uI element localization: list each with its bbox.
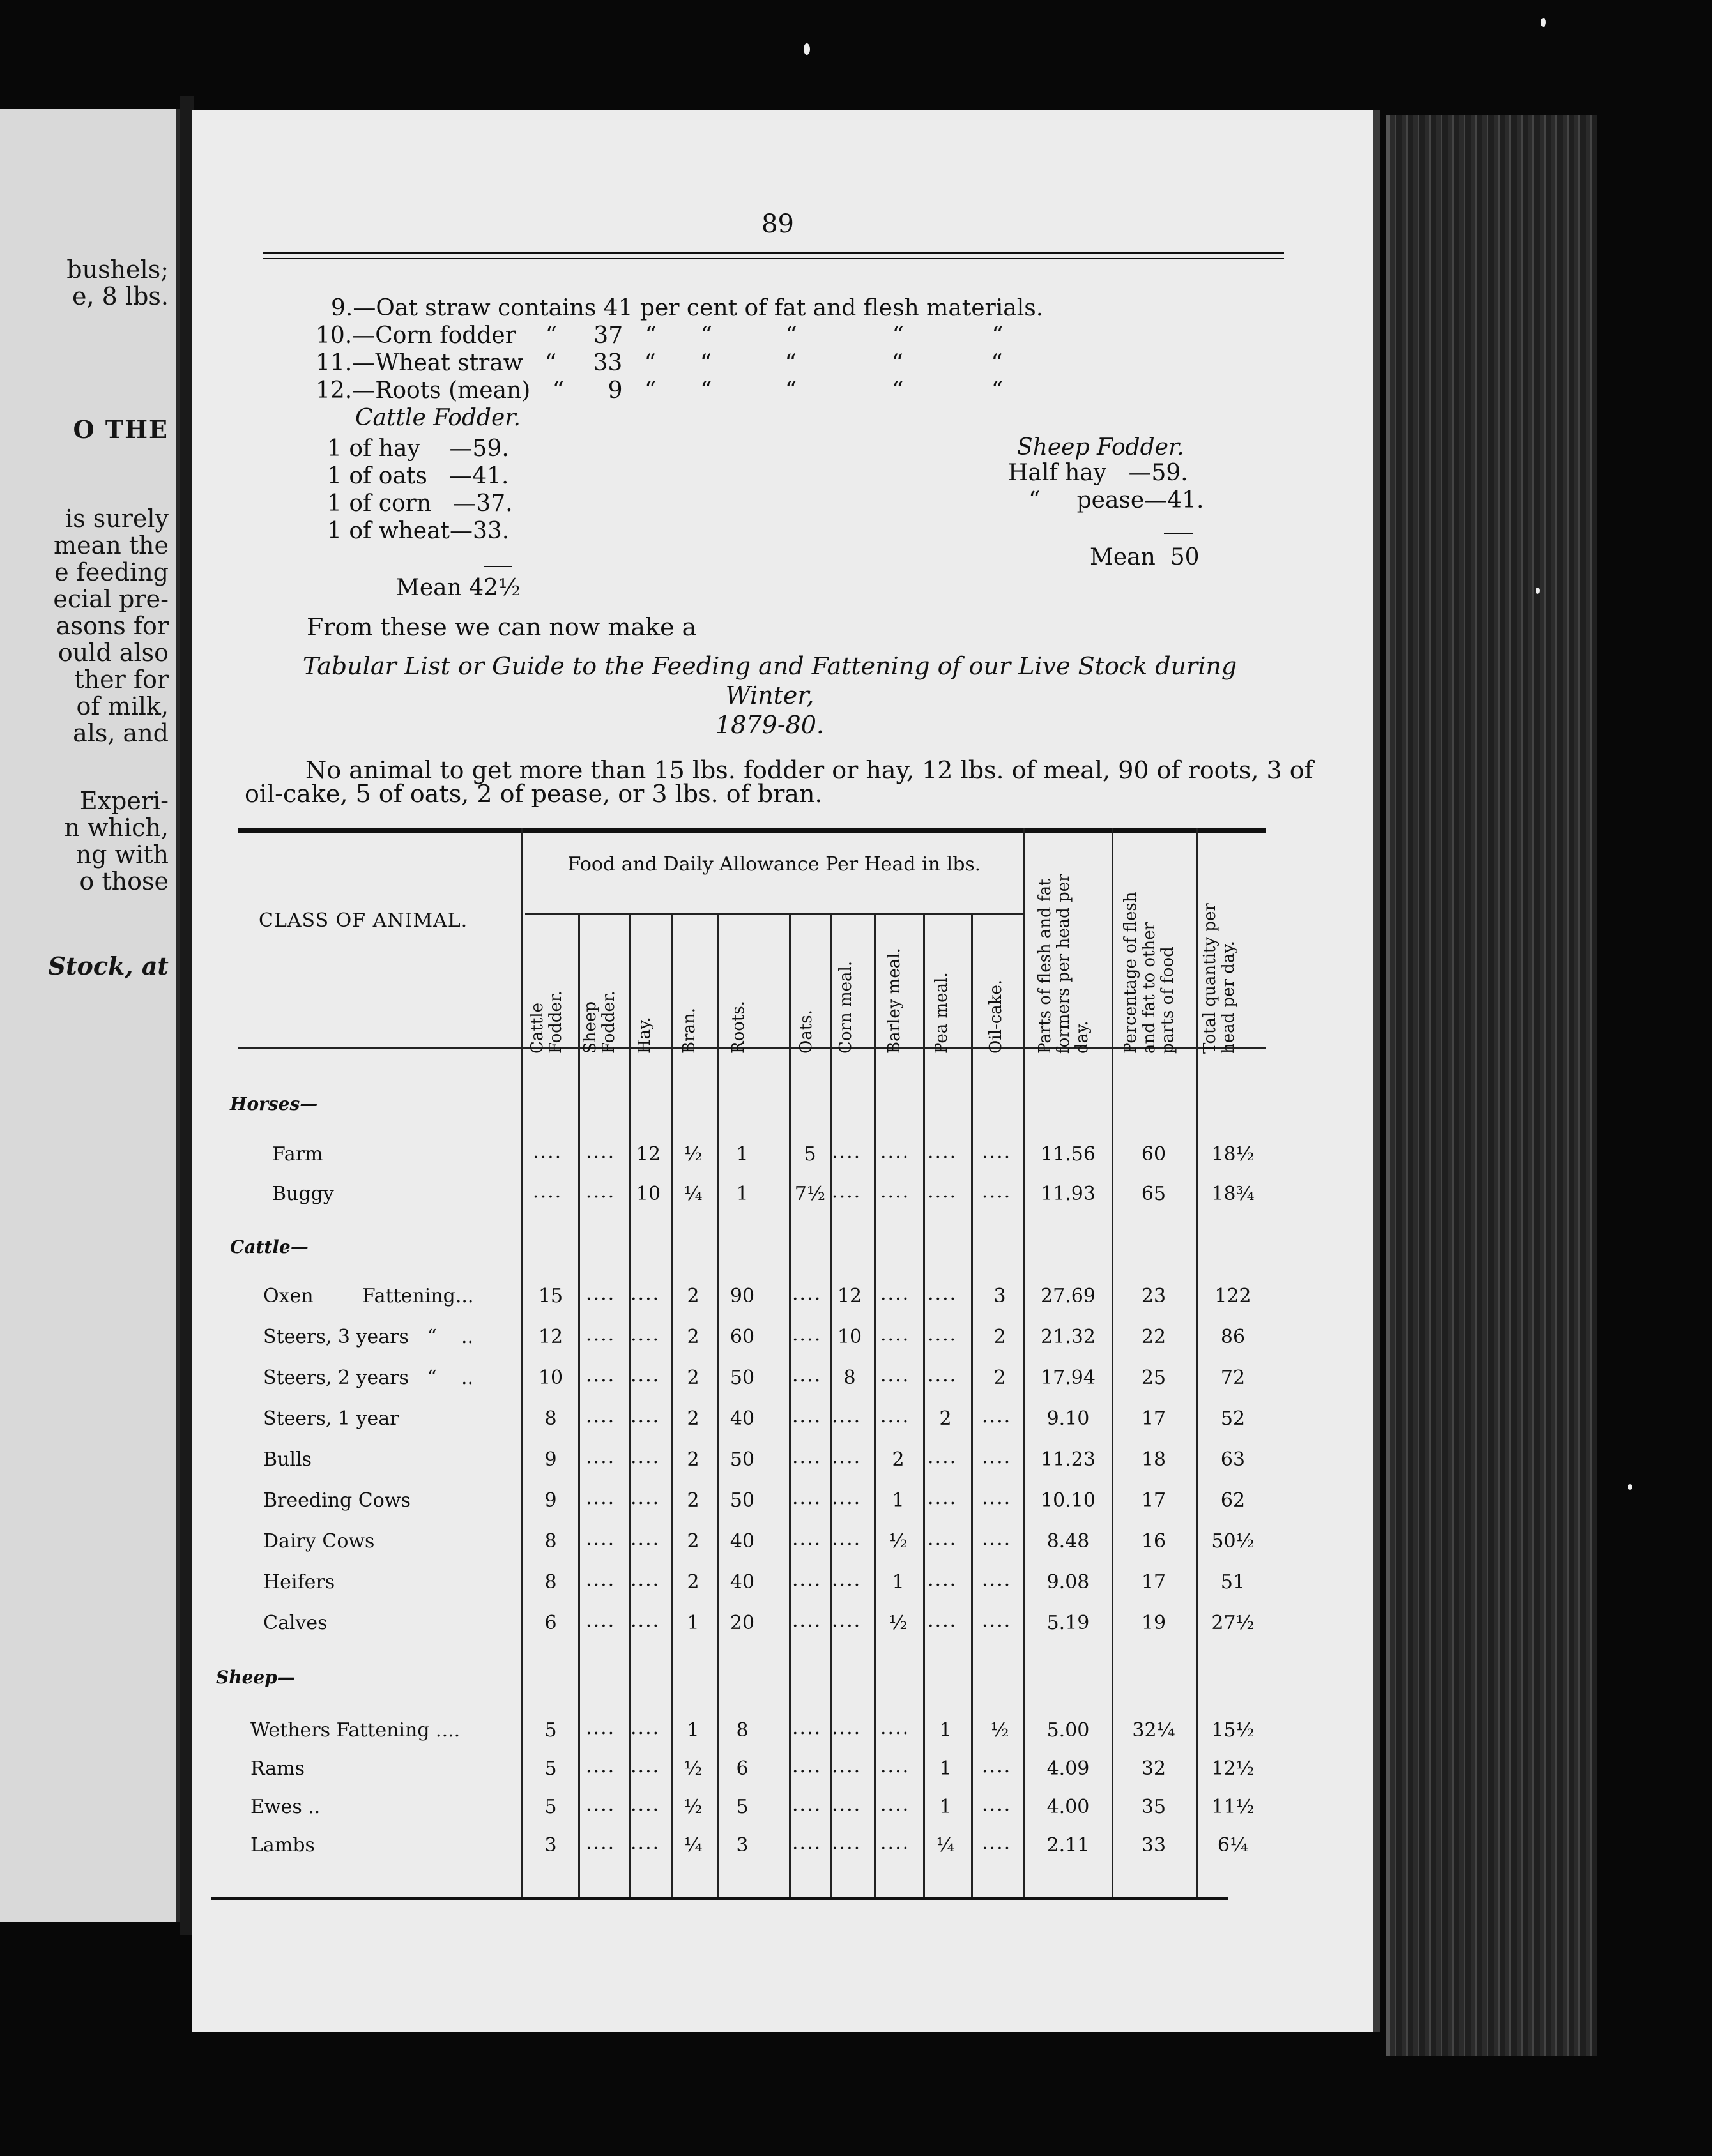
list-item: “ pease—41. bbox=[1028, 487, 1204, 513]
list-item: 12.—Roots (mean) “ 9 “ “ “ “ “ bbox=[316, 377, 1004, 404]
left-page bbox=[0, 109, 180, 1922]
column-header: Barley meal. bbox=[885, 948, 904, 1054]
left-page-text: ould also bbox=[57, 639, 169, 667]
table-cell: 2 bbox=[687, 1530, 699, 1552]
table-cell: 10 bbox=[538, 1367, 563, 1389]
column-rule bbox=[578, 913, 580, 1897]
leader-dots: .... bbox=[982, 1609, 1012, 1632]
row-label: Heifers bbox=[263, 1571, 335, 1593]
table-cell: 21.32 bbox=[1041, 1326, 1096, 1348]
left-page-text: e feeding bbox=[54, 558, 169, 586]
table-cell: 35 bbox=[1141, 1796, 1166, 1818]
leader-dots: .... bbox=[832, 1793, 862, 1816]
table-cell: 2 bbox=[687, 1326, 699, 1348]
table-cell: 1 bbox=[939, 1757, 952, 1780]
section-heading: Cattle— bbox=[230, 1236, 309, 1257]
scan-speck bbox=[1541, 18, 1546, 27]
column-rule bbox=[874, 913, 876, 1897]
leader-dots: .... bbox=[792, 1609, 822, 1632]
table-cell: 5.00 bbox=[1046, 1719, 1090, 1742]
left-page-text: ecial pre- bbox=[53, 585, 169, 613]
left-page-text: O THE bbox=[73, 415, 169, 444]
leader-dots: .... bbox=[631, 1323, 661, 1346]
leader-dots: .... bbox=[982, 1755, 1012, 1777]
leader-dots: .... bbox=[832, 1446, 862, 1468]
leader-dots: .... bbox=[928, 1528, 958, 1550]
table-cell: 2 bbox=[993, 1326, 1006, 1348]
leader-dots: .... bbox=[631, 1405, 661, 1427]
leader-dots: .... bbox=[982, 1180, 1012, 1203]
scan-speck bbox=[804, 43, 810, 55]
cattle-fodder-mean: Mean 42½ bbox=[396, 575, 521, 601]
table-cell: 1 bbox=[687, 1612, 699, 1634]
table-cell: 4.09 bbox=[1046, 1757, 1090, 1780]
leader-dots: .... bbox=[880, 1717, 910, 1739]
scan-speck bbox=[1628, 1484, 1632, 1490]
table-cell: 23 bbox=[1141, 1285, 1166, 1307]
leader-dots: .... bbox=[880, 1180, 910, 1203]
table-cell: 4.00 bbox=[1046, 1796, 1090, 1818]
column-rule bbox=[1112, 828, 1113, 1897]
page-number: 89 bbox=[761, 209, 794, 239]
caption-line: 1879-80. bbox=[715, 711, 824, 739]
table-cell: 5 bbox=[804, 1143, 816, 1165]
table-cell: 8 bbox=[544, 1530, 557, 1552]
list-item: 1 of corn —37. bbox=[327, 490, 513, 517]
leader-dots: .... bbox=[832, 1180, 862, 1203]
leader-dots: .... bbox=[832, 1405, 862, 1427]
leader-dots: .... bbox=[880, 1364, 910, 1386]
leader-dots: .... bbox=[631, 1487, 661, 1509]
book-edge bbox=[1386, 115, 1597, 2056]
table-cell: 2 bbox=[687, 1408, 699, 1430]
table-cell: 9.08 bbox=[1046, 1571, 1090, 1593]
table-cell: 8 bbox=[736, 1719, 749, 1742]
section-heading: Sheep— bbox=[216, 1667, 295, 1688]
leader-dots: .... bbox=[631, 1568, 661, 1591]
table-cell: 63 bbox=[1220, 1448, 1246, 1471]
table-cell: 25 bbox=[1141, 1367, 1166, 1389]
table-cell: ½ bbox=[990, 1719, 1009, 1742]
list-item: 1 of wheat—33. bbox=[327, 518, 510, 544]
table-cell: 50½ bbox=[1211, 1530, 1255, 1552]
table-cell: 6¼ bbox=[1217, 1834, 1249, 1856]
left-page-text: als, and bbox=[73, 719, 169, 747]
leader-dots: .... bbox=[631, 1282, 661, 1305]
leader-dots: .... bbox=[586, 1180, 616, 1203]
table-cell: 2 bbox=[687, 1285, 699, 1307]
table-cell: 60 bbox=[1141, 1143, 1166, 1165]
table-cell: 5.19 bbox=[1046, 1612, 1090, 1634]
row-label: Rams bbox=[250, 1757, 305, 1780]
table-cell: 5 bbox=[544, 1796, 557, 1818]
leader-dots: .... bbox=[792, 1405, 822, 1427]
leader-dots: .... bbox=[586, 1323, 616, 1346]
table-cell: 18¾ bbox=[1211, 1183, 1255, 1205]
leader-dots: .... bbox=[586, 1405, 616, 1427]
table-cell: 32¼ bbox=[1132, 1719, 1175, 1742]
section-heading: Horses— bbox=[230, 1093, 318, 1114]
leader-dots: .... bbox=[586, 1282, 616, 1305]
table-cell: 5 bbox=[736, 1796, 749, 1818]
table-cell: 51 bbox=[1220, 1571, 1246, 1593]
table-cell: 10.10 bbox=[1041, 1489, 1096, 1512]
leader-dots: .... bbox=[631, 1755, 661, 1777]
leader-dots: .... bbox=[832, 1141, 862, 1163]
left-page-text: n which, bbox=[64, 814, 169, 842]
table-cell: ¼ bbox=[936, 1834, 955, 1856]
table-cell: 15½ bbox=[1211, 1719, 1255, 1742]
leader-dots: .... bbox=[928, 1180, 958, 1203]
left-page-text: ther for bbox=[74, 665, 169, 694]
column-header: Roots. bbox=[729, 1001, 748, 1054]
leader-dots: .... bbox=[928, 1141, 958, 1163]
header-divider bbox=[525, 913, 1023, 915]
leader-dots: .... bbox=[533, 1180, 563, 1203]
leader-dots: .... bbox=[792, 1323, 822, 1346]
column-header: Bran. bbox=[680, 1007, 699, 1054]
column-header: Percentage of flesh and fat to other parts of food bbox=[1121, 892, 1177, 1054]
leader-dots: .... bbox=[586, 1568, 616, 1591]
leader-dots: .... bbox=[586, 1487, 616, 1509]
left-page-text: o those bbox=[79, 867, 169, 895]
table-cell: 2 bbox=[687, 1448, 699, 1471]
table-cell: 1 bbox=[736, 1183, 749, 1205]
table-cell: 8 bbox=[544, 1408, 557, 1430]
column-header: Total quantity per head per day. bbox=[1200, 903, 1238, 1054]
table-cell: 11.56 bbox=[1041, 1143, 1096, 1165]
column-header: Sheep Fodder. bbox=[581, 991, 618, 1054]
sum-rule bbox=[1164, 533, 1193, 534]
table-cell: 122 bbox=[1214, 1285, 1251, 1307]
table-cell: 2 bbox=[939, 1408, 952, 1430]
list-item: 10.—Corn fodder “ 37 “ “ “ “ “ bbox=[316, 323, 1004, 349]
leader-dots: .... bbox=[832, 1717, 862, 1739]
table-cell: 2 bbox=[687, 1489, 699, 1512]
sheep-fodder-mean: Mean 50 bbox=[1090, 544, 1200, 570]
table-cell: 3 bbox=[544, 1834, 557, 1856]
leader-dots: .... bbox=[586, 1609, 616, 1632]
table-cell: ½ bbox=[684, 1757, 703, 1780]
table-cell: 10 bbox=[636, 1183, 661, 1205]
leader-dots: .... bbox=[792, 1528, 822, 1550]
table-cell: 86 bbox=[1220, 1326, 1246, 1348]
table-cell: 40 bbox=[730, 1530, 755, 1552]
table-cell: 1 bbox=[939, 1796, 952, 1818]
leader-dots: .... bbox=[631, 1717, 661, 1739]
row-label: Wethers Fattening .... bbox=[250, 1719, 461, 1742]
column-rule bbox=[789, 913, 791, 1897]
table-cell: 7½ bbox=[794, 1183, 826, 1205]
table-cell: 20 bbox=[730, 1612, 755, 1634]
leader-dots: .... bbox=[982, 1568, 1012, 1591]
left-page-text: ng with bbox=[75, 840, 169, 869]
left-page-text: mean the bbox=[54, 531, 169, 559]
table-cell: 11½ bbox=[1211, 1796, 1255, 1818]
row-label: Bulls bbox=[263, 1448, 312, 1471]
table-cell: 52 bbox=[1220, 1408, 1246, 1430]
intro-text: From these we can now make a bbox=[307, 613, 697, 641]
leader-dots: .... bbox=[631, 1793, 661, 1816]
row-label: Farm bbox=[272, 1143, 323, 1165]
leader-dots: .... bbox=[792, 1793, 822, 1816]
table-cell: 1 bbox=[939, 1719, 952, 1742]
left-page-text: is surely bbox=[65, 505, 169, 533]
table-cell: 8.48 bbox=[1046, 1530, 1090, 1552]
leader-dots: .... bbox=[880, 1282, 910, 1305]
leader-dots: .... bbox=[792, 1717, 822, 1739]
left-page-text: asons for bbox=[56, 612, 169, 640]
row-label: Buggy bbox=[272, 1183, 334, 1205]
column-header: Pea meal. bbox=[932, 972, 951, 1054]
leader-dots: .... bbox=[982, 1446, 1012, 1468]
table-cell: 2 bbox=[687, 1367, 699, 1389]
leader-dots: .... bbox=[792, 1755, 822, 1777]
leader-dots: .... bbox=[928, 1609, 958, 1632]
leader-dots: .... bbox=[880, 1793, 910, 1816]
table-cell: 9 bbox=[544, 1448, 557, 1471]
row-label: Ewes .. bbox=[250, 1796, 321, 1818]
leader-dots: .... bbox=[982, 1793, 1012, 1816]
leader-dots: .... bbox=[928, 1364, 958, 1386]
leader-dots: .... bbox=[792, 1364, 822, 1386]
column-rule bbox=[971, 913, 973, 1897]
column-header: Oil-cake. bbox=[986, 979, 1005, 1054]
table-cell: 2 bbox=[993, 1367, 1006, 1389]
left-page-text: e, 8 lbs. bbox=[72, 282, 169, 310]
table-cell: 15 bbox=[538, 1285, 563, 1307]
cattle-fodder-title: Cattle Fodder. bbox=[355, 405, 521, 431]
left-page-text: Experi- bbox=[79, 787, 169, 815]
leader-dots: .... bbox=[928, 1323, 958, 1346]
leader-dots: .... bbox=[928, 1282, 958, 1305]
table-cell: 90 bbox=[730, 1285, 755, 1307]
header-rule bbox=[263, 258, 1284, 259]
column-header: Cattle Fodder. bbox=[528, 991, 565, 1054]
row-label: Calves bbox=[263, 1612, 328, 1634]
table-cell: 40 bbox=[730, 1408, 755, 1430]
food-allowance-header: Food and Daily Allowance Per Head in lbs. bbox=[567, 853, 981, 876]
leader-dots: .... bbox=[982, 1405, 1012, 1427]
table-cell: 10 bbox=[837, 1326, 862, 1348]
table-cell: ½ bbox=[684, 1796, 703, 1818]
table-cell: 12 bbox=[636, 1143, 661, 1165]
row-label: Oxen Fattening... bbox=[263, 1285, 474, 1307]
scan-speck bbox=[1536, 588, 1540, 594]
column-header: Parts of flesh and fat formers per head per day. bbox=[1036, 874, 1092, 1054]
leader-dots: .... bbox=[982, 1528, 1012, 1550]
table-cell: 1 bbox=[892, 1489, 905, 1512]
leader-dots: .... bbox=[631, 1832, 661, 1854]
column-rule bbox=[671, 913, 673, 1897]
table-cell: 9 bbox=[544, 1489, 557, 1512]
leader-dots: .... bbox=[631, 1528, 661, 1550]
table-cell: 11.93 bbox=[1041, 1183, 1096, 1205]
list-item: 11.—Wheat straw “ 33 “ “ “ “ “ bbox=[316, 350, 1003, 376]
list-item: 1 of oats —41. bbox=[327, 463, 509, 489]
leader-dots: .... bbox=[631, 1446, 661, 1468]
table-cell: 17.94 bbox=[1041, 1367, 1096, 1389]
table-cell: 9.10 bbox=[1046, 1408, 1090, 1430]
table-cell: 22 bbox=[1141, 1326, 1166, 1348]
leader-dots: .... bbox=[982, 1141, 1012, 1163]
leader-dots: .... bbox=[880, 1141, 910, 1163]
list-item: 1 of hay —59. bbox=[327, 436, 509, 462]
table-cell: 12 bbox=[837, 1285, 862, 1307]
left-page-text: Stock, at bbox=[48, 952, 169, 980]
row-label: Breeding Cows bbox=[263, 1489, 411, 1512]
table-cell: 27½ bbox=[1211, 1612, 1255, 1634]
left-page-text: of milk, bbox=[76, 692, 169, 720]
table-cell: 33 bbox=[1141, 1834, 1166, 1856]
leader-dots: .... bbox=[832, 1487, 862, 1509]
leader-dots: .... bbox=[586, 1755, 616, 1777]
table-cell: 65 bbox=[1141, 1183, 1166, 1205]
leader-dots: .... bbox=[586, 1364, 616, 1386]
table-cell: 12½ bbox=[1211, 1757, 1255, 1780]
leader-dots: .... bbox=[792, 1832, 822, 1854]
leader-dots: .... bbox=[586, 1528, 616, 1550]
table-cell: 50 bbox=[730, 1489, 755, 1512]
column-header: Oats. bbox=[797, 1010, 816, 1054]
leader-dots: .... bbox=[982, 1487, 1012, 1509]
list-item: Half hay —59. bbox=[1008, 460, 1188, 486]
leader-dots: .... bbox=[880, 1832, 910, 1854]
table-cell: 17 bbox=[1141, 1489, 1166, 1512]
leader-dots: .... bbox=[586, 1793, 616, 1816]
rule-text: oil-cake, 5 of oats, 2 of pease, or 3 lbs. of bran. bbox=[245, 780, 823, 808]
table-cell: 18½ bbox=[1211, 1143, 1255, 1165]
table-cell: 40 bbox=[730, 1571, 755, 1593]
table-cell: 27.69 bbox=[1041, 1285, 1096, 1307]
table-cell: 3 bbox=[736, 1834, 749, 1856]
table-cell: 2 bbox=[892, 1448, 905, 1471]
leader-dots: .... bbox=[533, 1141, 563, 1163]
left-page-text: bushels; bbox=[66, 255, 169, 284]
table-cell: 3 bbox=[993, 1285, 1006, 1307]
table-bottom-rule bbox=[211, 1897, 1228, 1900]
table-cell: ½ bbox=[684, 1143, 703, 1165]
leader-dots: .... bbox=[631, 1364, 661, 1386]
sum-rule bbox=[484, 566, 512, 567]
table-cell: 32 bbox=[1141, 1757, 1166, 1780]
leader-dots: .... bbox=[792, 1487, 822, 1509]
row-label: Dairy Cows bbox=[263, 1530, 375, 1552]
leader-dots: .... bbox=[832, 1755, 862, 1777]
table-cell: 16 bbox=[1141, 1530, 1166, 1552]
table-cell: 8 bbox=[544, 1571, 557, 1593]
header-rule bbox=[263, 252, 1284, 254]
leader-dots: .... bbox=[880, 1323, 910, 1346]
table-cell: ½ bbox=[889, 1612, 908, 1634]
column-header: Hay. bbox=[635, 1017, 654, 1054]
leader-dots: .... bbox=[928, 1446, 958, 1468]
table-cell: ¼ bbox=[684, 1183, 703, 1205]
leader-dots: .... bbox=[586, 1141, 616, 1163]
table-cell: 1 bbox=[687, 1719, 699, 1742]
table-cell: 2 bbox=[687, 1571, 699, 1593]
table-cell: 18 bbox=[1141, 1448, 1166, 1471]
table-cell: 17 bbox=[1141, 1408, 1166, 1430]
leader-dots: .... bbox=[880, 1755, 910, 1777]
table-caption bbox=[256, 651, 1284, 740]
caption-line: Tabular List or Guide to the Feeding and Fattening of our Live Stock during Winter, bbox=[302, 652, 1237, 710]
row-label: Steers, 2 years “ .. bbox=[263, 1367, 474, 1389]
column-header: Corn meal. bbox=[836, 960, 855, 1054]
table-cell: 1 bbox=[892, 1571, 905, 1593]
column-rule bbox=[923, 913, 925, 1897]
table-cell: 1 bbox=[736, 1143, 749, 1165]
table-cell: 2.11 bbox=[1046, 1834, 1090, 1856]
leader-dots: .... bbox=[586, 1717, 616, 1739]
row-label: Lambs bbox=[250, 1834, 315, 1856]
table-cell: 12 bbox=[538, 1326, 563, 1348]
table-cell: 6 bbox=[736, 1757, 749, 1780]
table-cell: 8 bbox=[843, 1367, 856, 1389]
leader-dots: .... bbox=[792, 1568, 822, 1591]
leader-dots: .... bbox=[631, 1609, 661, 1632]
table-cell: ½ bbox=[889, 1530, 908, 1552]
leader-dots: .... bbox=[832, 1832, 862, 1854]
table-cell: 50 bbox=[730, 1448, 755, 1471]
table-cell: 50 bbox=[730, 1367, 755, 1389]
table-cell: 62 bbox=[1220, 1489, 1246, 1512]
row-label: Steers, 3 years “ .. bbox=[263, 1326, 474, 1348]
leader-dots: .... bbox=[586, 1832, 616, 1854]
table-cell: 5 bbox=[544, 1757, 557, 1780]
table-cell: 6 bbox=[544, 1612, 557, 1634]
table-cell: ¼ bbox=[684, 1834, 703, 1856]
leader-dots: .... bbox=[832, 1568, 862, 1591]
leader-dots: .... bbox=[880, 1405, 910, 1427]
leader-dots: .... bbox=[928, 1568, 958, 1591]
table-cell: 5 bbox=[544, 1719, 557, 1742]
list-item: 9.—Oat straw contains 41 per cent of fat and flesh materials. bbox=[331, 295, 1044, 321]
table-cell: 17 bbox=[1141, 1571, 1166, 1593]
rule-text: No animal to get more than 15 lbs. fodder or hay, 12 lbs. of meal, 90 of roots, 3 of bbox=[305, 756, 1313, 784]
leader-dots: .... bbox=[792, 1446, 822, 1468]
row-label: Steers, 1 year bbox=[263, 1408, 399, 1430]
leader-dots: .... bbox=[982, 1832, 1012, 1854]
table-cell: 19 bbox=[1141, 1612, 1166, 1634]
table-cell: 60 bbox=[730, 1326, 755, 1348]
column-rule bbox=[717, 913, 719, 1897]
table-cell: 72 bbox=[1220, 1367, 1246, 1389]
class-of-animal-header: CLASS OF ANIMAL. bbox=[259, 909, 468, 932]
leader-dots: .... bbox=[586, 1446, 616, 1468]
leader-dots: .... bbox=[792, 1282, 822, 1305]
leader-dots: .... bbox=[928, 1487, 958, 1509]
leader-dots: .... bbox=[832, 1609, 862, 1632]
table-cell: 11.23 bbox=[1041, 1448, 1096, 1471]
sheep-fodder-title: Sheep Fodder. bbox=[1017, 434, 1184, 460]
leader-dots: .... bbox=[832, 1528, 862, 1550]
